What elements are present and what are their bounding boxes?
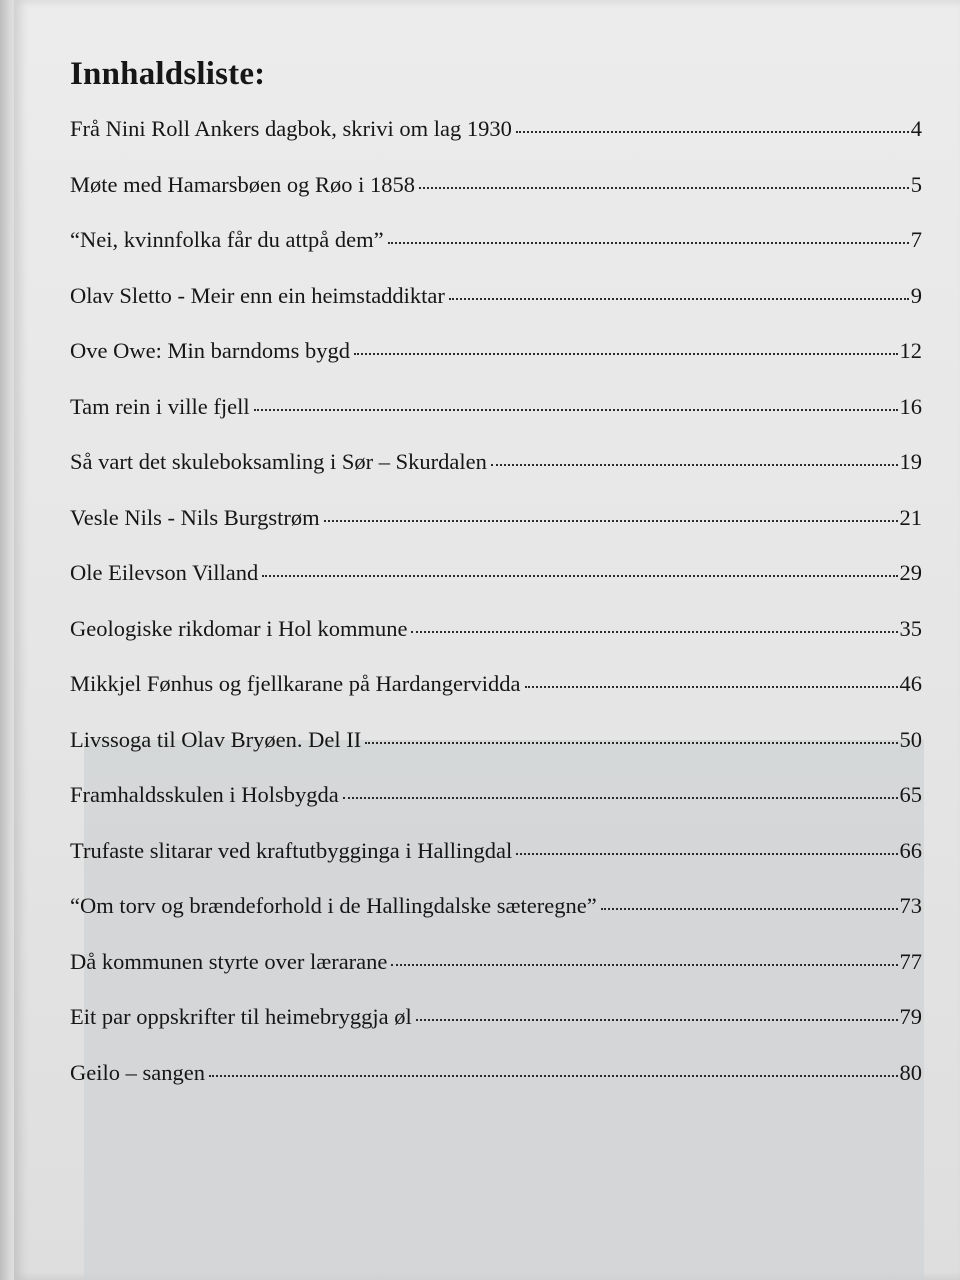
dot-leader xyxy=(209,1075,898,1077)
toc-entry-title: Tam rein i ville fjell xyxy=(70,393,250,419)
toc-entry-page-number: 4 xyxy=(910,116,922,141)
toc-entry-page-number: 66 xyxy=(899,837,922,863)
toc-entry-title: Geilo – sangen xyxy=(70,1059,205,1085)
toc-entry xyxy=(70,1003,922,1059)
toc-entry-title: Vesle Nils - Nils Burgstrøm xyxy=(70,504,320,530)
toc-entry xyxy=(70,892,922,948)
table-of-contents xyxy=(70,56,922,1114)
toc-entry xyxy=(70,726,922,782)
toc-entry-page-number: 46 xyxy=(899,671,922,696)
dot-leader xyxy=(516,131,909,133)
toc-entry-title: Olav Sletto - Meir enn ein heimstaddiktar xyxy=(70,282,445,308)
toc-entry-page-number: 65 xyxy=(899,782,922,807)
dot-leader xyxy=(411,631,897,633)
dot-leader xyxy=(491,464,898,466)
toc-entry-page-number: 9 xyxy=(910,282,922,308)
toc-entry-title: Eit par oppskrifter til heimebryggja øl xyxy=(70,1004,412,1029)
toc-entry-page-number: 12 xyxy=(899,338,922,363)
toc-entry-page-number: 7 xyxy=(910,227,922,252)
toc-entry xyxy=(70,337,922,393)
toc-entry xyxy=(70,948,922,1004)
toc-entry-title: “Nei, kvinnfolka får du attpå dem” xyxy=(70,227,384,252)
toc-entry-page-number: 29 xyxy=(899,560,922,585)
dot-leader xyxy=(525,686,898,688)
dot-leader xyxy=(354,353,898,355)
toc-entry xyxy=(70,559,922,615)
toc-entry xyxy=(70,171,922,227)
dot-leader xyxy=(343,797,898,799)
toc-entry-title: Geologiske rikdomar i Hol kommune xyxy=(70,615,408,641)
toc-entry-title: Mikkjel Fønhus og fjellkarane på Hardangervidda xyxy=(70,671,521,696)
toc-entry xyxy=(70,781,922,837)
dot-leader xyxy=(365,742,897,744)
dot-leader xyxy=(391,964,897,966)
toc-entry xyxy=(70,115,922,171)
toc-entry xyxy=(70,670,922,726)
dot-leader xyxy=(516,853,897,855)
toc-entry-page-number: 80 xyxy=(899,1059,922,1085)
toc-entry-page-number: 50 xyxy=(899,726,922,752)
toc-list xyxy=(70,115,922,1114)
dot-leader xyxy=(449,298,909,300)
dot-leader xyxy=(388,242,909,244)
toc-entry-page-number: 73 xyxy=(899,893,922,918)
dot-leader xyxy=(262,575,897,577)
toc-entry-page-number: 77 xyxy=(899,948,922,974)
toc-entry xyxy=(70,226,922,282)
toc-entry-title: Ove Owe: Min barndoms bygd xyxy=(70,338,350,363)
dot-leader xyxy=(601,908,898,910)
dot-leader xyxy=(419,187,909,189)
toc-entry-page-number: 79 xyxy=(899,1004,922,1029)
toc-entry-title: Ole Eilevson Villand xyxy=(70,560,259,585)
toc-entry xyxy=(70,282,922,338)
toc-entry xyxy=(70,504,922,560)
toc-entry xyxy=(70,615,922,671)
toc-entry-title: Livssoga til Olav Bryøen. Del II xyxy=(70,726,362,752)
toc-entry xyxy=(70,393,922,449)
toc-entry-title: Så vart det skuleboksamling i Sør – Skurdalen xyxy=(70,449,487,474)
toc-entry-page-number: 5 xyxy=(910,171,922,197)
toc-entry-title: Framhaldsskulen i Holsbygda xyxy=(70,782,339,807)
toc-entry-page-number: 35 xyxy=(899,615,922,641)
toc-entry-page-number: 16 xyxy=(899,393,922,419)
page-title: Innhaldsliste: xyxy=(70,56,266,92)
toc-entry-title: “Om torv og brændeforhold i de Hallingdalske sæteregne” xyxy=(70,893,597,918)
toc-entry-page-number: 21 xyxy=(899,504,922,530)
toc-entry-title: Trufaste slitarar ved kraftutbygginga i Hallingdal xyxy=(70,837,513,863)
toc-entry xyxy=(70,448,922,504)
toc-entry xyxy=(70,1059,922,1115)
toc-entry-page-number: 19 xyxy=(899,449,922,474)
dot-leader xyxy=(324,520,898,522)
toc-entry xyxy=(70,837,922,893)
dot-leader xyxy=(254,409,898,411)
toc-entry-title: Møte med Hamarsbøen og Røo i 1858 xyxy=(70,171,415,197)
toc-entry-title: Då kommunen styrte over lærarane xyxy=(70,948,388,974)
toc-entry-title: Frå Nini Roll Ankers dagbok, skrivi om lag 1930 xyxy=(70,116,512,141)
dot-leader xyxy=(416,1019,898,1021)
